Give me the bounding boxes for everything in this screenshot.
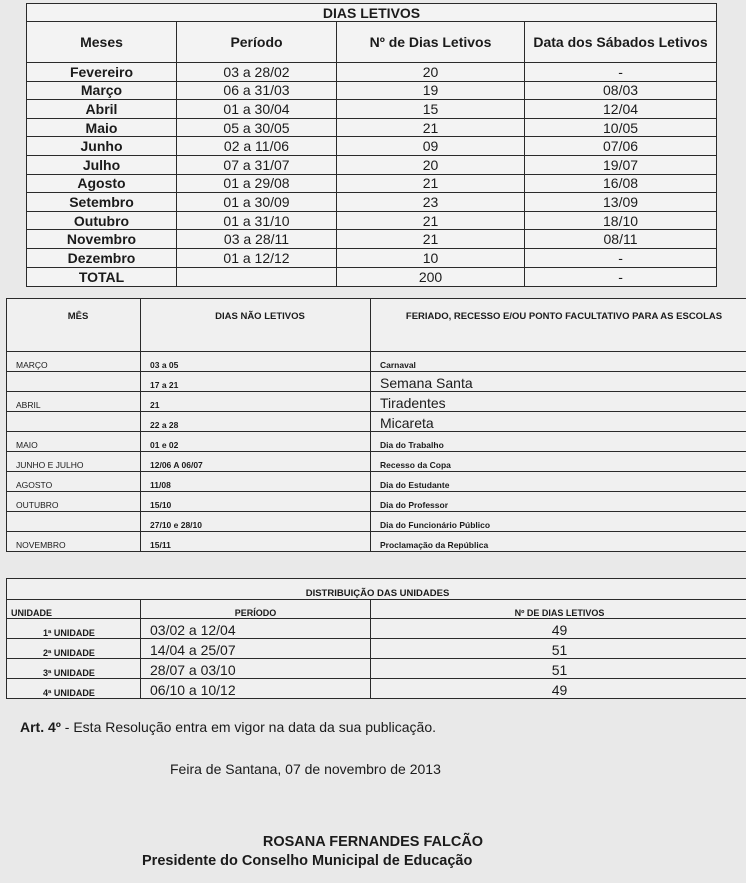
holiday-cell: Dia do Trabalho: [371, 432, 746, 452]
place-date: Feira de Santana, 07 de novembro de 2013: [170, 761, 441, 777]
table-row: [7, 619, 746, 639]
days-cell: 12/06 A 06/07: [141, 452, 371, 472]
total-label: TOTAL: [27, 267, 177, 286]
unit-period-cell: 06/10 a 10/12: [141, 679, 371, 699]
holiday-cell: Carnaval: [371, 352, 746, 372]
table-row: [7, 392, 746, 412]
days-cell: 20: [337, 63, 525, 82]
article-label: Art. 4º: [20, 719, 61, 735]
month-cell: Outubro: [27, 211, 177, 230]
period-cell: 01 a 29/08: [177, 174, 337, 193]
period-cell: 03 a 28/02: [177, 63, 337, 82]
days-cell: 17 a 21: [141, 372, 371, 392]
table-row: [27, 100, 717, 119]
table-row: [27, 174, 717, 193]
header-num-dias: Nº de Dias Letivos: [337, 22, 525, 63]
month-cell: MAIO: [7, 432, 141, 452]
article-4: [20, 719, 436, 735]
month-cell: ABRIL: [7, 392, 141, 412]
dias-nao-letivos-table: [6, 298, 746, 552]
month-cell: [7, 512, 141, 532]
holiday-cell: Dia do Professor: [371, 492, 746, 512]
month-cell: OUTUBRO: [7, 492, 141, 512]
table-row: [7, 492, 746, 512]
table-row: [7, 412, 746, 432]
month-cell: Junho: [27, 137, 177, 156]
signature-name: ROSANA FERNANDES FALCÃO: [262, 834, 484, 850]
table-row: [27, 248, 717, 267]
table-row: [27, 63, 717, 82]
days-cell: 15/10: [141, 492, 371, 512]
unit-cell: 1ª UNIDADE: [7, 619, 141, 639]
holiday-cell: Semana Santa: [371, 372, 746, 392]
days-cell: 15: [337, 100, 525, 119]
table-row: [7, 472, 746, 492]
days-cell: 19: [337, 81, 525, 100]
total-saturdays: -: [525, 267, 717, 286]
table-row: [27, 155, 717, 174]
days-cell: 23: [337, 193, 525, 212]
month-cell: Julho: [27, 155, 177, 174]
month-cell: Março: [27, 81, 177, 100]
month-cell: Fevereiro: [27, 63, 177, 82]
period-cell: 05 a 30/05: [177, 118, 337, 137]
unit-cell: 2ª UNIDADE: [7, 639, 141, 659]
month-cell: Abril: [27, 100, 177, 119]
dias-letivos-table: [26, 3, 717, 287]
days-cell: 03 a 05: [141, 352, 371, 372]
month-cell: NOVEMBRO: [7, 532, 141, 552]
signature-role: Presidente do Conselho Municipal de Educação: [142, 853, 473, 869]
total-days: 200: [337, 267, 525, 286]
header-dias-nao-letivos: DIAS NÃO LETIVOS: [141, 299, 371, 352]
holiday-cell: Proclamação da República: [371, 532, 746, 552]
saturday-cell: -: [525, 248, 717, 267]
saturday-cell: -: [525, 63, 717, 82]
period-cell: 07 a 31/07: [177, 155, 337, 174]
table-row: [7, 679, 746, 699]
table-row: [7, 532, 746, 552]
days-cell: 21: [337, 174, 525, 193]
table-row: [27, 137, 717, 156]
period-cell: 01 a 12/12: [177, 248, 337, 267]
days-cell: 20: [337, 155, 525, 174]
table-row: [27, 230, 717, 249]
period-cell: 02 a 11/06: [177, 137, 337, 156]
period-cell: 06 a 31/03: [177, 81, 337, 100]
table-row: [27, 193, 717, 212]
days-cell: 27/10 e 28/10: [141, 512, 371, 532]
saturday-cell: 07/06: [525, 137, 717, 156]
period-cell: 03 a 28/11: [177, 230, 337, 249]
unit-cell: 4ª UNIDADE: [7, 679, 141, 699]
unit-cell: 3ª UNIDADE: [7, 659, 141, 679]
days-cell: 10: [337, 248, 525, 267]
dias-letivos-title: DIAS LETIVOS: [27, 4, 717, 22]
header-mes: MÊS: [7, 299, 141, 352]
header-unidade: UNIDADE: [7, 600, 141, 619]
header-feriado: FERIADO, RECESSO E/OU PONTO FACULTATIVO PARA AS ESCOLAS: [371, 299, 746, 352]
holiday-cell: Micareta: [371, 412, 746, 432]
table-row: [27, 118, 717, 137]
holiday-cell: Recesso da Copa: [371, 452, 746, 472]
header-periodo: Período: [177, 22, 337, 63]
days-cell: 21: [337, 118, 525, 137]
table-row: [7, 432, 746, 452]
days-cell: 11/08: [141, 472, 371, 492]
month-cell: JUNHO E JULHO: [7, 452, 141, 472]
saturday-cell: 19/07: [525, 155, 717, 174]
header-dias-letivos-unidade: Nº DE DIAS LETIVOS: [371, 600, 746, 619]
month-cell: Novembro: [27, 230, 177, 249]
table-row: [7, 352, 746, 372]
saturday-cell: 08/03: [525, 81, 717, 100]
header-sabados: Data dos Sábados Letivos: [525, 22, 717, 63]
distribuicao-unidades-table: [6, 578, 746, 699]
month-cell: Agosto: [27, 174, 177, 193]
table-row: [7, 372, 746, 392]
total-row: [27, 267, 717, 286]
table-row: [27, 81, 717, 100]
month-cell: AGOSTO: [7, 472, 141, 492]
days-cell: 21: [337, 230, 525, 249]
month-cell: Maio: [27, 118, 177, 137]
month-cell: Setembro: [27, 193, 177, 212]
distribuicao-title: DISTRIBUIÇÃO DAS UNIDADES: [7, 579, 746, 600]
period-cell: 01 a 31/10: [177, 211, 337, 230]
saturday-cell: 10/05: [525, 118, 717, 137]
holiday-cell: Tiradentes: [371, 392, 746, 412]
saturday-cell: 12/04: [525, 100, 717, 119]
holiday-cell: Dia do Estudante: [371, 472, 746, 492]
days-cell: 21: [337, 211, 525, 230]
month-cell: MARÇO: [7, 352, 141, 372]
table-row: [7, 452, 746, 472]
saturday-cell: 13/09: [525, 193, 717, 212]
header-meses: Meses: [27, 22, 177, 63]
holiday-cell: Dia do Funcionário Público: [371, 512, 746, 532]
unit-days-cell: 51: [371, 659, 746, 679]
days-cell: 01 e 02: [141, 432, 371, 452]
days-cell: 15/11: [141, 532, 371, 552]
unit-period-cell: 28/07 a 03/10: [141, 659, 371, 679]
days-cell: 21: [141, 392, 371, 412]
table-row: [7, 512, 746, 532]
unit-period-cell: 14/04 a 25/07: [141, 639, 371, 659]
period-cell: 01 a 30/09: [177, 193, 337, 212]
month-cell: [7, 372, 141, 392]
unit-days-cell: 49: [371, 619, 746, 639]
table-row: [27, 211, 717, 230]
period-cell: 01 a 30/04: [177, 100, 337, 119]
header-periodo-unidade: PERÍODO: [141, 600, 371, 619]
month-cell: Dezembro: [27, 248, 177, 267]
saturday-cell: 18/10: [525, 211, 717, 230]
unit-days-cell: 51: [371, 639, 746, 659]
unit-days-cell: 49: [371, 679, 746, 699]
total-period: [177, 267, 337, 286]
days-cell: 09: [337, 137, 525, 156]
table-row: [7, 639, 746, 659]
saturday-cell: 16/08: [525, 174, 717, 193]
days-cell: 22 a 28: [141, 412, 371, 432]
table-row: [7, 659, 746, 679]
unit-period-cell: 03/02 a 12/04: [141, 619, 371, 639]
saturday-cell: 08/11: [525, 230, 717, 249]
month-cell: [7, 412, 141, 432]
article-text: - Esta Resolução entra em vigor na data da sua publicação.: [60, 719, 437, 735]
